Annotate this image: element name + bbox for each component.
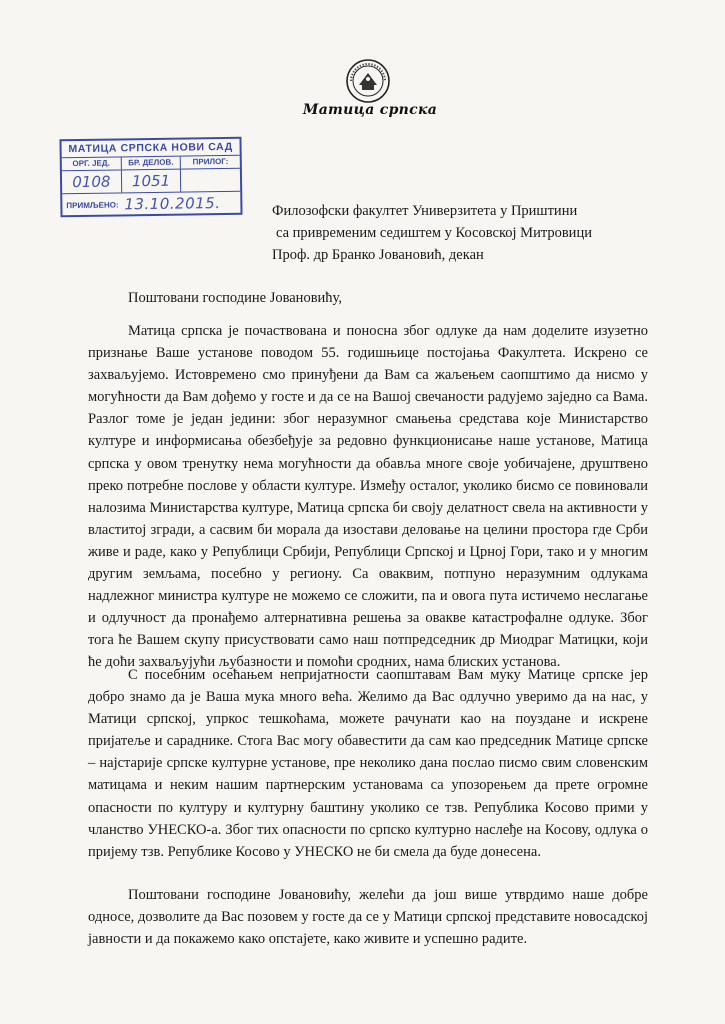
recipient-line-1: Филозофски факултет Универзитета у Приштини [272, 203, 578, 219]
body-paragraph-2-block [88, 664, 648, 863]
body-paragraph: Поштовани господине Јовановићу, желећи да још више утврдимо наше добре односе, дозволите да Вас позовем у госте да се у Матици српској представите новосадској јавности и да покажемо како опстајете, како живите и успешно радите. [88, 887, 648, 948]
body-paragraph: С посебним осећањем непријатности саопштавам Вам муку Матице српске јер добро знамо да је Ваша мука много већа. Желимо да Вас одлучно уверимо да на нас, у Матици српској, упркос тешкоћама, можете рачунати као на поуздане и искрене пријатеље и сараднике. Стога Вас могу обавестити да сам као председник Матице српске – најстарије српске културне установе, пре неколико дана послао писмо свим словенским матицама и неким нашим партнерским установама са упозорењем да прете огромне опасности по културу и културну баштину уколико се тзв. Република Косово прими у чланство УНЕСКО-а. Због тих опасности по српско културно наслеђе на Косову, одлука о пријему тзв. Републике Косово у УНЕСКО не би смела да буде донесена. [88, 667, 648, 860]
body-paragraph: Матица српска је почаствована и поносна због одлуке да нам доделите изузетно признање Ваше установе поводом 55. годишњице постојања Факултета. Искрено се захваљујемо. Истовремено смо принуђени да Вам са жаљењем саопштимо да нисмо у могућности да Вам дођемо у госте и да се на Вашој свечаности радујемо заједно са Вама. Разлог томе је један једини: због неразумног смањења средстава које Министарство културе и информисања обезбеђује за редовно функционисање наше установе, Матица српска у овом тренутку нема могућности да обавља многе своје уобичајене, друштвено преко потребне послове у области културе. Између осталог, уколико бисмо се повиновали налозима Министарства културе, Матица српска би своју делатност свела на активности у властитој згради, а сасвим би морала да изостави деловање на целини простора где Срби живе и раде, како у Републици Србији, Републици Српској и Црној Гори, тако и у многим другим земљама, посебно у региону. Са оваквим, потпуно неразумним одлукама надлежног министра културе не можемо се сложити, па и овога пута истичемо неслагање и одлучност да пронађемо алтернативна решења за овакве катастрофалне одлуке. Због тога ће Вашем скупу присуствовати само наш потпредседник др Миодраг Матицки, који ће доћи захваљујући љубазности и помоћи сродних, нама блиских установа. [88, 323, 648, 671]
stamp-received-date: 13.10.2015. [124, 194, 221, 214]
stamp-col-attach: ПРИЛОГ: [192, 156, 229, 167]
stamp-col-org: ОРГ. ЈЕД. [62, 157, 122, 170]
body-paragraph-3-block [88, 884, 648, 950]
stamp-org-value: 0108 [62, 170, 122, 193]
stamp-title: МАТИЦА СРПСКА НОВИ САД [61, 139, 239, 158]
recipient-line-3: Проф. др Бранко Јовановић, декан [272, 247, 484, 263]
organization-name: Матица српска [302, 102, 438, 118]
body-paragraph-1-block [88, 320, 648, 674]
stamp-col-num: БР. ДЕЛОВ. [121, 157, 181, 170]
stamp-attach-value [181, 169, 240, 192]
recipient-line-2: са привременим седиштем у Косовској Митровици [276, 225, 592, 241]
seal-emblem-icon [345, 58, 391, 104]
recipient-block [272, 200, 692, 266]
salutation: Поштовани господине Јовановићу, [128, 290, 342, 306]
stamp-received-label: ПРИМЉЕНО: [66, 199, 119, 210]
registry-stamp [59, 137, 242, 218]
stamp-num-value: 1051 [122, 170, 182, 193]
